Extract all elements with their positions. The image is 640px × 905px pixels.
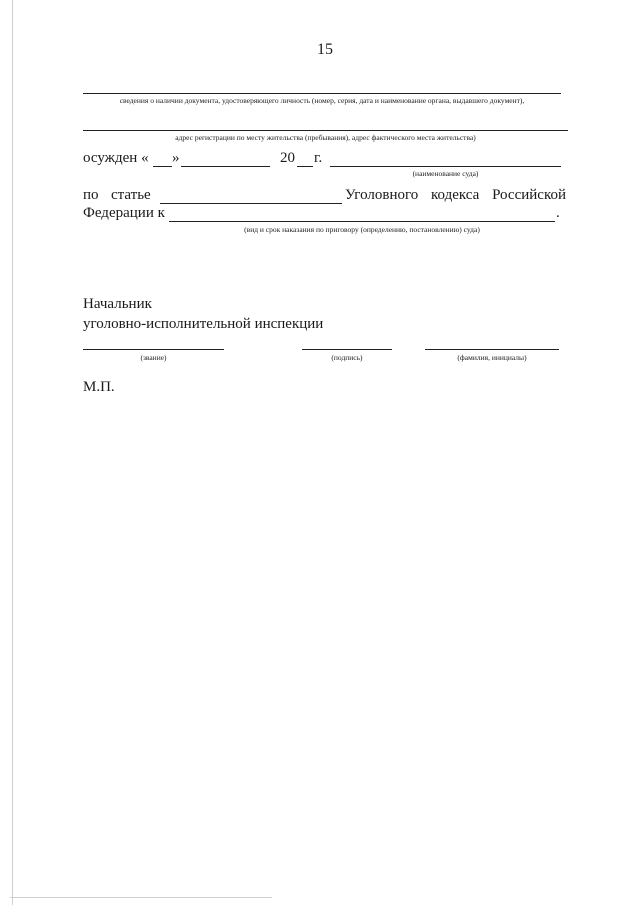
document-info-caption: сведения о наличии документа, удостоверяющего личность (номер, серия, дата и наименование органа, выдавшего документ), (119, 96, 525, 105)
year-blank[interactable] (297, 166, 313, 167)
sentence-blank[interactable] (169, 221, 555, 222)
court-name-caption: (наименование суда) (412, 169, 479, 178)
rank-caption: (звание) (140, 353, 167, 362)
year-prefix: 20 (280, 150, 295, 166)
convicted-label: осужден « (83, 150, 149, 166)
signatory-department: уголовно-исполнительной инспекции (83, 316, 324, 332)
article-po: по (83, 187, 99, 203)
page-edge-bottom (10, 897, 272, 898)
month-blank[interactable] (181, 166, 270, 167)
signatory-title: Начальник (83, 296, 152, 312)
signature-caption: (подпись) (331, 353, 363, 362)
federation-label: Федерации к (83, 205, 165, 221)
address-caption: адрес регистрации по месту жительства (пребывания), адрес фактического места жительства) (175, 133, 476, 142)
page-edge-left (12, 0, 13, 905)
year-suffix: г. (314, 150, 323, 166)
criminal-code-text: Уголовного кодекса Российской (345, 187, 566, 203)
day-blank[interactable] (153, 166, 172, 167)
court-name-blank[interactable] (330, 166, 561, 167)
full-name-blank[interactable] (425, 349, 559, 350)
page-number: 15 (317, 41, 333, 58)
document-info-line (83, 93, 561, 94)
stamp-place: М.П. (83, 379, 115, 395)
rank-blank[interactable] (83, 349, 224, 350)
article-blank[interactable] (160, 203, 342, 204)
full-name-caption: (фамилия, инициалы) (457, 353, 527, 362)
address-line (83, 130, 568, 131)
sentence-caption: (вид и срок наказания по приговору (определению, постановлению) суда) (244, 225, 480, 234)
sentence-period: . (556, 205, 560, 221)
article-word: статье (111, 187, 151, 203)
signature-blank[interactable] (302, 349, 392, 350)
quote-close: » (172, 150, 180, 166)
